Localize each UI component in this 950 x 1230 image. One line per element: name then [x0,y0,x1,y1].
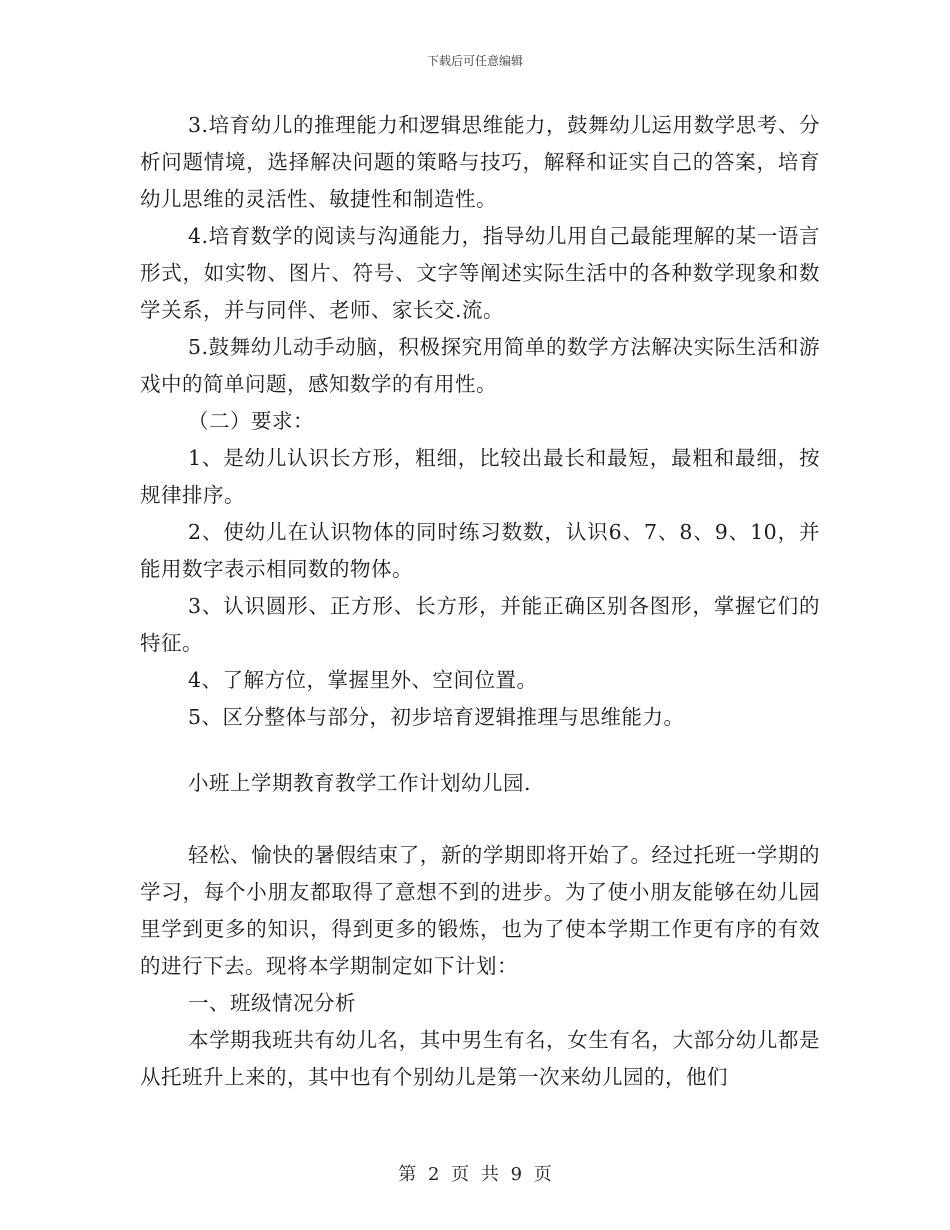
paragraph-class-analysis: 本学期我班共有幼儿名，其中男生有名，女生有名，大部分幼儿都是从托班升上来的，其中也有个别幼儿是第一次来幼儿园的，他们 [140,1028,820,1089]
paragraph-requirement-3: 3、认识圆形、正方形、长方形，并能正确区别各图形，掌握它们的特征。 [140,594,820,655]
document-body [140,107,820,1096]
document-title: 小班上学期教育教学工作计划幼儿园. [188,771,532,795]
paragraph-goal-3: 3.培育幼儿的推理能力和逻辑思维能力，鼓舞幼儿运用数学思考、分析问题情境，选择解决问题的策略与技巧，解释和证实自己的答案，培育幼儿思维的灵活性、敏捷性和制造性。 [140,113,820,211]
paragraph-requirement-1: 1、是幼儿认识长方形，粗细，比较出最长和最短，最粗和最细，按规律排序。 [140,446,820,507]
page-header: 下载后可任意编辑 [426,54,523,68]
paragraph-intro: 轻松、愉快的暑假结束了，新的学期即将开始了。经过托班一学期的学习，每个小朋友都取得了意想不到的进步。为了使小朋友能够在幼儿园里学到更多的知识，得到更多的锻炼，也为了使本学期工作更有序的有效的进行下去。现将本学期制定如下计划： [140,843,820,978]
section-heading-class-analysis: 一、班级情况分析 [188,991,356,1015]
spacer [140,736,820,765]
paragraph-goal-4: 4.培育数学的阅读与沟通能力，指导幼儿用自己最能理解的某一语言形式，如实物、图片、符号、文字等阐述实际生活中的各种数学现象和数学关系，并与同伴、老师、家长交.流。 [140,224,820,322]
paragraph-requirement-2: 2、使幼儿在认识物体的同时练习数数，认识6、7、8、9、10，并能用数字表示相同数的物体。 [140,520,820,581]
paragraph-requirement-5: 5、区分整体与部分，初步培育逻辑推理与思维能力。 [188,705,685,729]
paragraph-goal-5: 5.鼓舞幼儿动手动脑，积极探究用简单的数学方法解决实际生活和游戏中的简单问题，感知数学的有用性。 [140,335,820,396]
spacer [140,802,820,837]
paragraph-requirement-4: 4、了解方位，掌握里外、空间位置。 [188,668,538,692]
page-footer: 第 2 页 共 9 页 [398,1164,552,1185]
section-heading-requirements: （二）要求： [188,409,314,433]
